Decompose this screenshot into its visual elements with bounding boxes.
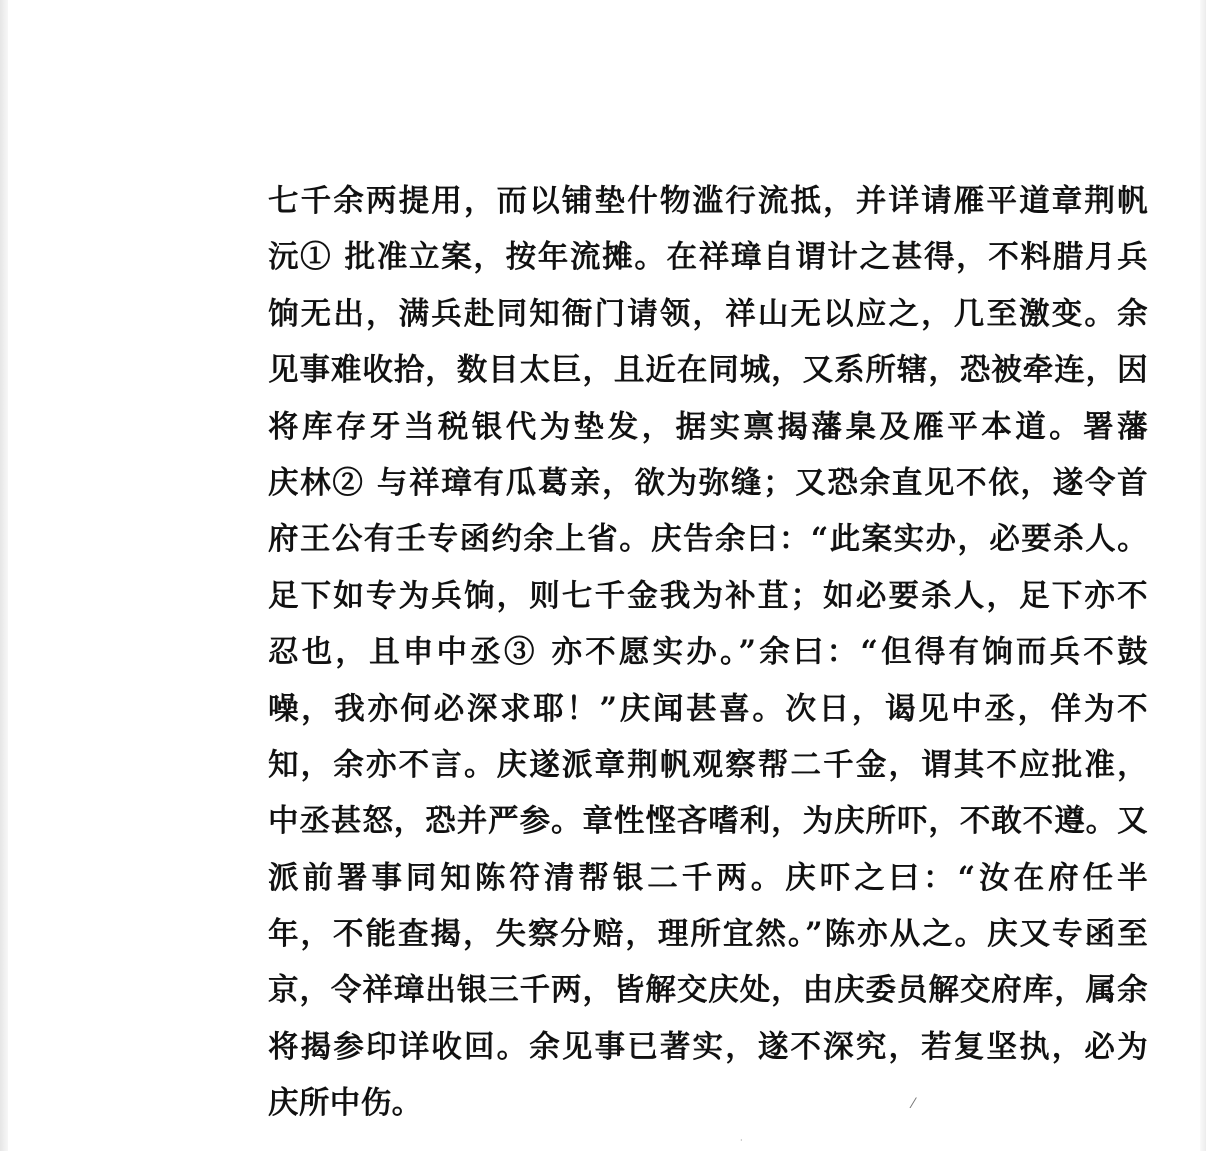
text-line: 庆林② 与祥璋有瓜葛亲，欲为弥缝；又恐余直见不依，遂令首 [268,464,1148,501]
text-line: 年，不能查揭，失察分赔，理所宜然。”陈亦从之。庆又专函至 [268,916,1148,953]
scan-speck: ⁄ [912,1096,915,1112]
text-line: 将库存牙当税银代为垫发，据实禀揭藩臬及雁平本道。署藩 [268,408,1148,445]
text-line: 噪，我亦何必深求耶！”庆闻甚喜。次日，谒见中丞，佯为不 [268,690,1148,727]
text-line: 忍也，且申中丞③ 亦不愿实办。”余曰：“但得有饷而兵不鼓 [268,634,1148,671]
text-line: 七千余两提用，而以铺垫什物滥行流抵，并详请雁平道章荆帆 [268,183,1148,219]
text-line: 中丞甚怒，恐并严参。章性悭吝嗜利，为庆所吓，不敢不遵。又 [268,803,1148,840]
scan-right-edge-shadow [1200,0,1206,1151]
text-line: 府王公有壬专函约余上省。庆告余曰：“此案实办，必要杀人。 [268,521,1148,558]
text-line: 足下如专为兵饷，则七千金我为补苴；如必要杀人，足下亦不 [268,577,1148,614]
text-line: 饷无出，满兵赴同知衙门请领，祥山无以应之，几至激变。余 [268,295,1148,332]
text-line: 京，令祥璋出银三千两，皆解交庆处，由庆委员解交府库，属余 [268,972,1148,1009]
text-line: 见事难收拾，数目太巨，且近在同城，又系所辖，恐被牵连，因 [268,352,1148,389]
text-line: 将揭参印详收回。余见事已著实，遂不深究，若复坚执，必为 [268,1028,1148,1065]
text-line: 知，余亦不言。庆遂派章荆帆观察帮二千金，谓其不应批准， [268,746,1148,783]
body-text [268,173,1148,1132]
text-line: 派前署事同知陈符清帮银二千两。庆吓之曰：“汝在府任半 [268,859,1148,896]
scan-speck: · [740,1136,743,1145]
text-line-last: 庆所中伤。 [268,1085,423,1122]
text-line: 沅① 批准立案，按年流摊。在祥璋自谓计之甚得，不料腊月兵 [268,239,1148,276]
scan-left-edge-shadow [0,0,8,1151]
